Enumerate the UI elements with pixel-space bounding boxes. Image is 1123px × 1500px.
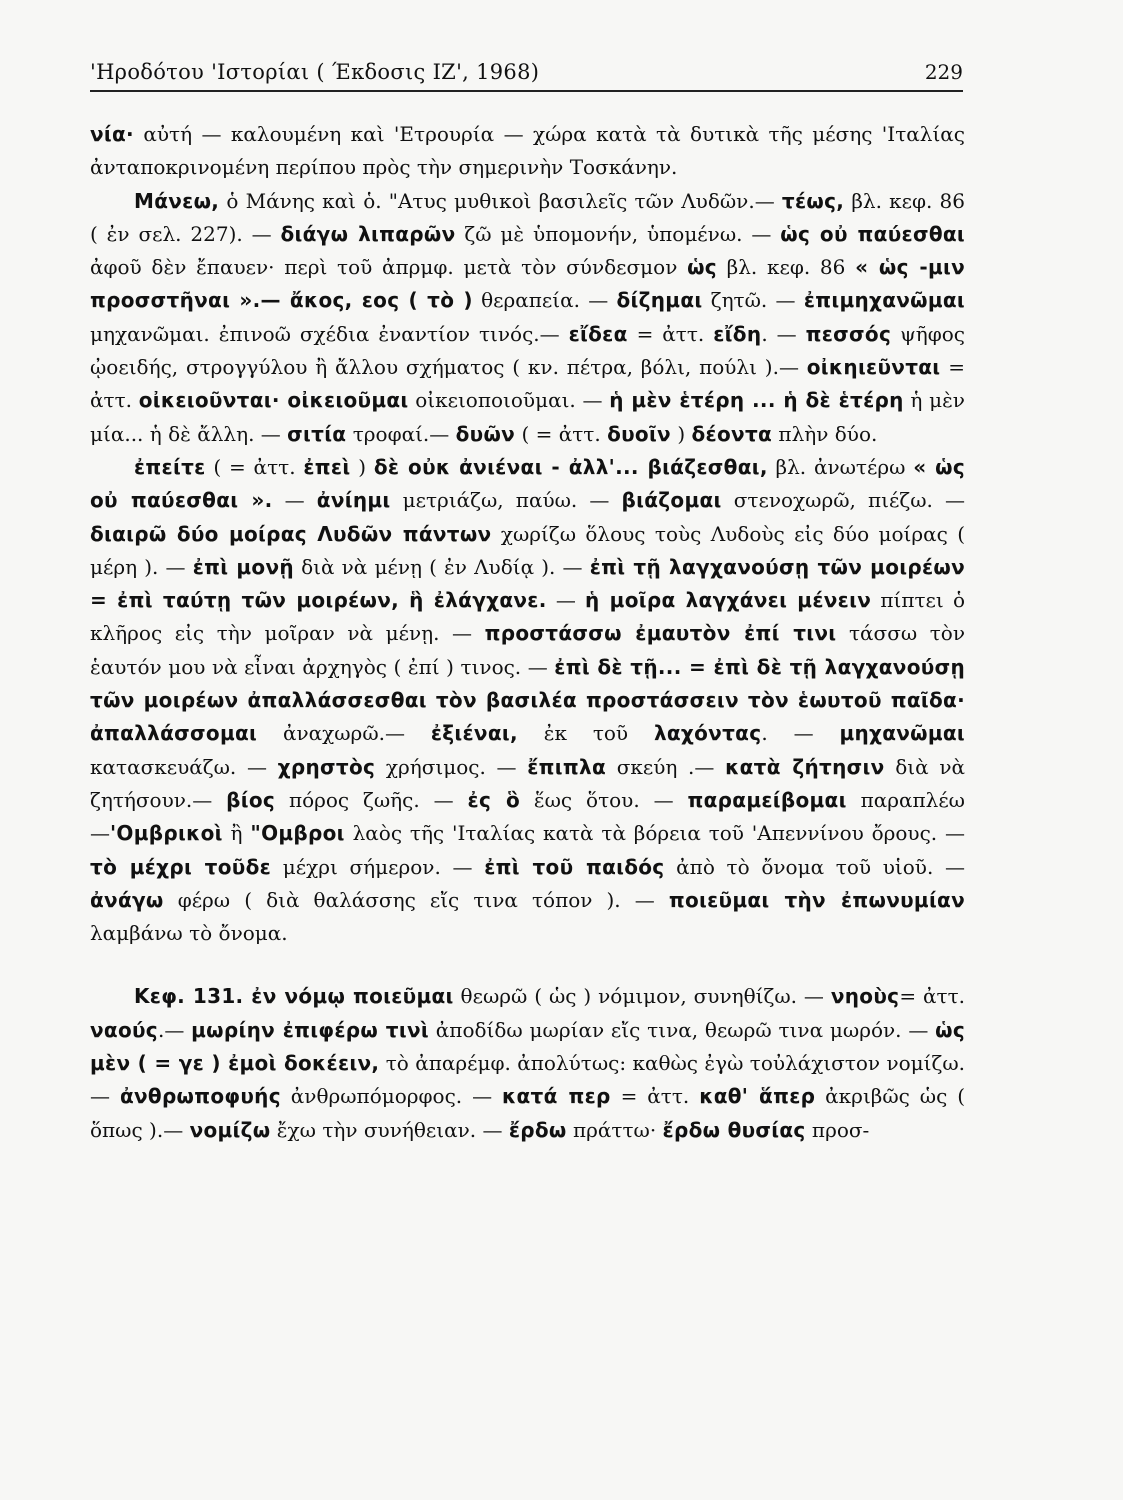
page-header bbox=[90, 52, 963, 92]
headword: προστάσσω ἐμαυτὸν ἐπί τινι bbox=[484, 621, 837, 646]
gloss-text: αὐτή — καλουμένη καὶ 'Ετρουρία — χώρα κατὰ τὰ δυτικὰ τῆς μέσης 'Ιταλίας ἀνταποκρινομένη περίπου πρὸς τὴν σημερινὴν Τοσκάνην. bbox=[90, 122, 965, 180]
gloss-text: βλ. κεφ. 86 bbox=[716, 255, 856, 280]
gloss-text: βλ. κεφ. 86 ( ἐν σελ. 227). — bbox=[90, 188, 965, 246]
paragraph bbox=[90, 451, 965, 950]
commentary-text bbox=[90, 118, 965, 1147]
gloss-text: — bbox=[546, 588, 586, 613]
headword: ἐπὶ τῇ λαγχανούσῃ τῶν μοιρέων = ἐπὶ ταύτῃ τῶν μοιρέων, ἣ ἐλάγχανε. bbox=[90, 554, 965, 613]
gloss-text: χωρίζω ὅλους τοὺς Λυδοὺς εἰς δύο μοίρας ( μέρη ). — bbox=[90, 521, 965, 579]
headword: ἡ μοῖρα λαγχάνει μένειν bbox=[585, 588, 872, 613]
headword: εἴδη bbox=[713, 321, 762, 346]
gloss-text: μετριάζω, παύω. — bbox=[390, 488, 622, 513]
gloss-text: = ἀττ. bbox=[610, 1084, 700, 1109]
headword: χρηστὸς bbox=[277, 754, 376, 779]
headword: παραμείβομαι bbox=[687, 787, 847, 812]
headword: « ὡς οὐ παύεσθαι ». bbox=[90, 454, 965, 513]
paragraph-gap bbox=[90, 950, 965, 980]
gloss-text: ( = ἀττ. bbox=[205, 454, 304, 479]
gloss-text: στενοχωρῶ, πιέζω. — bbox=[721, 488, 965, 513]
headword: κατὰ ζήτησιν bbox=[725, 754, 885, 779]
gloss-text: διὰ νὰ μένῃ ( ἐν Λυδίᾳ ). — bbox=[293, 554, 590, 579]
headword: νομίζω bbox=[189, 1117, 271, 1142]
headword: Κεφ. 131. ἐν νόμῳ ποιεῦμαι bbox=[134, 984, 454, 1009]
headword: σιτία bbox=[287, 421, 347, 446]
headword: 'Ομβρικοὶ bbox=[110, 821, 223, 846]
gloss-text: σκεύη .— bbox=[606, 754, 726, 779]
gloss-text: χρήσιμος. — bbox=[375, 754, 528, 779]
gloss-text: παραπλέω — bbox=[90, 787, 965, 846]
gloss-text: ( = ἀττ. bbox=[515, 421, 608, 446]
headword: ἔρδω θυσίας bbox=[662, 1117, 806, 1142]
paragraph bbox=[90, 980, 965, 1146]
headword: δὲ οὐκ ἀνιέναι - ἀλλ'... βιάζεσθαι, bbox=[373, 454, 768, 479]
headword: ἡ μὲν ἑτέρη ... ἡ δὲ ἑτέρη bbox=[609, 388, 904, 413]
gloss-text: ὁ Μάνης καὶ ὁ. "Ατυς μυθικοὶ βασιλεῖς τῶν Λυδῶν.— bbox=[219, 188, 782, 213]
headword: ἐπὶ μονῇ bbox=[192, 554, 294, 579]
gloss-text: ζητῶ. — bbox=[702, 288, 804, 313]
gloss-text: προσ- bbox=[805, 1117, 870, 1142]
gloss-text: τάσσω τὸν ἑαυτόν μου νὰ εἶναι ἀρχηγὸς ( ἐπί ) τινος. — bbox=[90, 621, 966, 679]
gloss-text: ἀπὸ τὸ ὄνομα τοῦ υἱοῦ. — bbox=[664, 854, 965, 879]
headword: ἀνίημι bbox=[316, 488, 391, 513]
headword: δίζημαι bbox=[616, 288, 703, 313]
gloss-text: λαὸς τῆς 'Ιταλίας κατὰ τὰ βόρεια τοῦ 'Απεννίνου ὄρους. — bbox=[344, 821, 965, 846]
headword: τὸ μέχρι τοῦδε bbox=[90, 854, 272, 879]
headword: ἐπιμηχανῶμαι bbox=[803, 288, 966, 313]
gloss-text: ἔχω τὴν συνήθειαν. — bbox=[270, 1117, 509, 1142]
gloss-text: τὸ ἀπαρέμφ. ἀπολύτως: καθὼς ἐγὼ τοὐλάχιστον νομίζω. — bbox=[90, 1051, 966, 1109]
gloss-text: ἡ μὲν μία... ἡ δὲ ἄλλη. — bbox=[90, 388, 965, 446]
gloss-text: ἢ bbox=[222, 821, 251, 846]
headword: ἐπὶ τοῦ παιδός bbox=[484, 854, 665, 879]
headword: διάγω λιπαρῶν bbox=[280, 221, 456, 246]
gloss-text: = ἀττ. bbox=[90, 355, 965, 413]
headword: διαιρῶ δύο μοίρας Λυδῶν πάντων bbox=[90, 521, 492, 546]
headword: πεσσός bbox=[805, 321, 892, 346]
headword: δυῶν bbox=[455, 421, 516, 446]
gloss-text: θεωρῶ ( ὡς ) νόμιμον, συνηθίζω. — bbox=[453, 984, 831, 1009]
headword: Μάνεω, bbox=[134, 188, 220, 213]
headword: ἐς ὃ bbox=[467, 787, 520, 812]
headword: δυοῖν bbox=[607, 421, 671, 446]
gloss-text: πόρος ζωῆς. — bbox=[275, 787, 468, 812]
gloss-text: ζῶ μὲ ὑπομονήν, ὑπομένω. — bbox=[455, 221, 781, 246]
gloss-text: οἰκειοποιοῦμαι. — bbox=[408, 388, 610, 413]
headword: ὡς οὐ παύεσθαι bbox=[780, 221, 965, 246]
gloss-text: = ἀττ. bbox=[627, 321, 714, 346]
gloss-text: μηχανῶμαι. ἐπινοῶ σχέδια ἐναντίον τινός.— bbox=[90, 321, 569, 346]
gloss-text: μέχρι σήμερον. — bbox=[271, 854, 485, 879]
gloss-text: βλ. ἀνωτέρω bbox=[767, 454, 914, 479]
headword: ὡς μὲν ( = γε ) ἐμοὶ δοκέειν, bbox=[90, 1017, 965, 1076]
headword: βίος bbox=[226, 787, 276, 812]
gloss-text: . — bbox=[761, 321, 806, 346]
page-number: 229 bbox=[924, 60, 963, 84]
headword: « ὡς -μιν προσστῆναι ».— ἄκος, εος ( τὸ ) bbox=[90, 255, 966, 313]
headword: νηοὺς bbox=[830, 984, 900, 1009]
running-title: 'Ηροδότου 'Ιστορίαι ( Έκδοσις ΙΖ', 1968) bbox=[90, 60, 540, 84]
gloss-text: ἐκ τοῦ bbox=[517, 721, 654, 746]
headword: ἐξιέναι, bbox=[430, 721, 518, 746]
gloss-text: ἕως ὅτου. — bbox=[519, 787, 688, 812]
gloss-text: . — bbox=[761, 721, 840, 746]
headword: ἔρδω bbox=[508, 1117, 567, 1142]
paragraph bbox=[90, 118, 965, 185]
gloss-text: ἀκριβῶς ὡς ( ὅπως ).— bbox=[90, 1084, 966, 1142]
headword: οἰκηιεῦνται bbox=[806, 355, 941, 380]
headword: ἔπιπλα bbox=[527, 754, 606, 779]
headword: ἀνάγω bbox=[90, 887, 164, 912]
headword: ἐπὶ δὲ τῇ... = ἐπὶ δὲ τῇ λαγχανούσῃ τῶν μοιρέων ἀπαλλάσσεσθαι τὸν βασιλέα προστάσσειν τὸν ἑωυτοῦ παῖδα· ἀπαλλάσσομαι bbox=[90, 654, 965, 746]
headword: οἰκειοῦνται· οἰκειοῦμαι bbox=[138, 388, 409, 413]
headword: καθ' ἅπερ bbox=[699, 1084, 816, 1109]
gloss-text: ἀναχωρῶ.— bbox=[257, 721, 431, 746]
headword: "Ομβροι bbox=[250, 821, 345, 846]
gloss-text: πλὴν δύο. bbox=[772, 421, 878, 446]
gloss-text: ἀφοῦ δὲν ἔπαυεν· περὶ τοῦ ἀπρμφ. μετὰ τὸν σύνδεσμον bbox=[90, 255, 688, 280]
headword: μωρίην ἐπιφέρω τινὶ bbox=[191, 1017, 429, 1042]
paragraph bbox=[90, 185, 965, 451]
headword: ποιεῦμαι τὴν ἐπωνυμίαν bbox=[668, 887, 966, 912]
headword: εἴδεα bbox=[568, 321, 628, 346]
gloss-text: ) bbox=[350, 454, 374, 479]
gloss-text: .— bbox=[157, 1017, 192, 1042]
headword: ἀνθρωποφυής bbox=[119, 1084, 281, 1109]
headword: δέοντα bbox=[691, 421, 773, 446]
gloss-text: ἀποδίδω μωρίαν εἴς τινα, θεωρῶ τινα μωρόν. — bbox=[428, 1017, 936, 1042]
headword: ἐπεὶ bbox=[303, 454, 351, 479]
headword: βιάζομαι bbox=[621, 488, 722, 513]
gloss-text: = ἀττ. bbox=[899, 984, 965, 1009]
gloss-text: κατασκευάζω. — bbox=[90, 754, 278, 779]
gloss-text: φέρω ( διὰ θαλάσσης εἴς τινα τόπον ). — bbox=[163, 887, 669, 912]
gloss-text: ψῆφος ᾠοειδής, στρογγύλου ἢ ἄλλου σχήματος ( κν. πέτρα, βόλι, πούλι ).— bbox=[90, 321, 966, 380]
headword: ἐπείτε bbox=[134, 454, 206, 479]
headword: λαχόντας bbox=[653, 721, 762, 746]
gloss-text: πίπτει ὁ κλῆρος εἰς τὴν μοῖραν νὰ μένῃ. — bbox=[90, 588, 965, 646]
headword: τέως, bbox=[781, 188, 845, 213]
headword: νία· bbox=[90, 122, 134, 146]
gloss-text: πράττω· bbox=[566, 1117, 663, 1142]
headword: μηχανῶμαι bbox=[839, 721, 965, 746]
gloss-text: — bbox=[272, 488, 317, 513]
gloss-text: τροφαί.— bbox=[346, 421, 456, 446]
gloss-text: ἀνθρωπόμορφος. — bbox=[280, 1084, 502, 1109]
gloss-text: λαμβάνω τὸ ὄνομα. bbox=[90, 921, 288, 946]
gloss-text: θεραπεία. — bbox=[472, 288, 617, 313]
headword: κατά περ bbox=[502, 1084, 611, 1109]
gloss-text: ) bbox=[670, 421, 692, 446]
gloss-text: διὰ νὰ ζητήσουν.— bbox=[90, 754, 965, 812]
headword: ναούς bbox=[90, 1017, 158, 1042]
headword: ὡς bbox=[687, 255, 717, 280]
